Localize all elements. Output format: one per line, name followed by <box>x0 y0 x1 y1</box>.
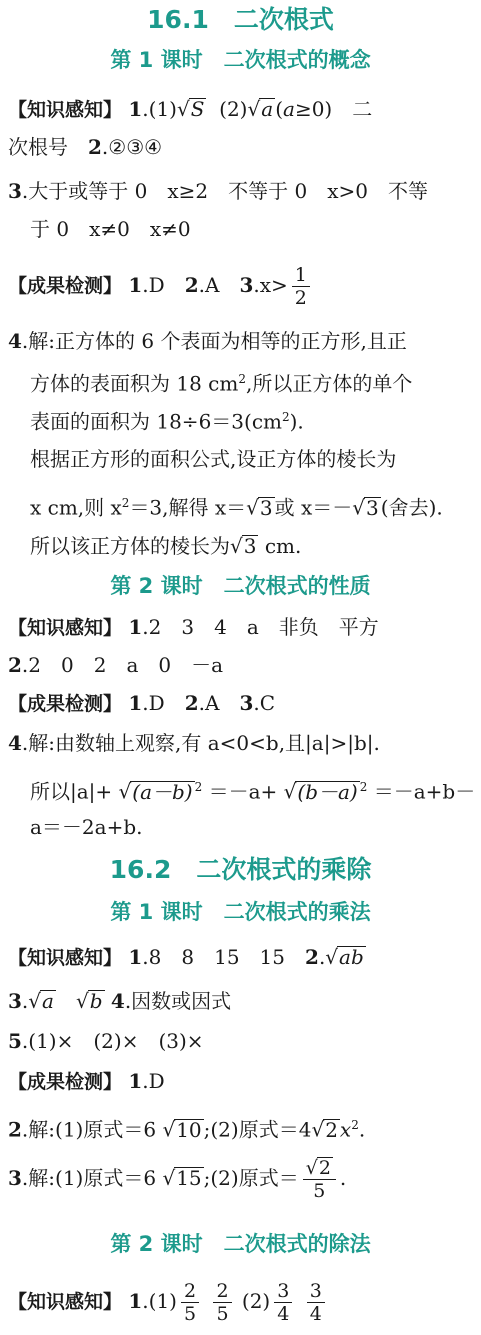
radicand: 3 <box>259 495 273 520</box>
tag-knowledge: 【知识感知】 <box>8 1291 123 1313</box>
answer-line: a＝－2a+b. <box>30 815 143 839</box>
text: .解:(1)原式＝6 <box>21 1117 163 1142</box>
answer-line <box>8 1068 475 1095</box>
text: cm. <box>258 534 302 558</box>
section-title: 16.1 二次根式 <box>147 5 334 34</box>
text: ;(2)原式＝ <box>203 1166 299 1190</box>
var: x <box>339 1117 352 1142</box>
num: 1 <box>128 97 143 121</box>
fraction: $\frac{√2}{5}$ <box>303 1157 336 1202</box>
answer-line <box>8 178 475 204</box>
num: 1 <box>128 615 143 639</box>
text: ,所以正方体的单个 <box>245 371 413 396</box>
text: .(1)× (2)× (3)× <box>21 1029 204 1053</box>
fraction: $\frac{2}{5}$ <box>213 1280 231 1325</box>
text: 表面的面积为 18÷6＝3(cm <box>30 409 282 434</box>
text: .2 3 4 a 非负 平方 <box>142 615 379 639</box>
text: 所以该正方体的棱长为 <box>30 534 230 558</box>
num: 4 <box>8 731 22 755</box>
answer-line: 3.解:(1)原式＝6 √15 ;(2)原式＝ $\frac{√2}{5}$ . <box>8 1157 347 1202</box>
radicand: 2 <box>325 1117 338 1142</box>
num: 1 <box>128 1289 143 1313</box>
num: 1 <box>128 691 143 715</box>
num: 1 <box>128 945 143 969</box>
tag-result: 【成果检测】 <box>8 275 123 297</box>
num: 2 <box>305 945 319 969</box>
text: . <box>318 945 326 969</box>
num: 3 <box>8 179 22 203</box>
num: 3 <box>8 1166 22 1190</box>
answer-line <box>8 1028 475 1054</box>
radicand: (a－b) <box>132 779 193 804</box>
answer-line <box>8 614 475 641</box>
text: .(1) <box>142 1289 177 1313</box>
answer-line: x cm,则 $x^2=3$,解得 x＝√3 或 x＝－√3 (舍去). <box>30 495 443 520</box>
text: .②③④ <box>101 135 163 159</box>
text: .D <box>142 691 185 715</box>
lesson-title: 第 1 课时 二次根式的乘法 <box>110 900 371 924</box>
text: x cm,则 x <box>30 495 122 520</box>
text: .x> <box>253 273 288 297</box>
lesson-title: 第 2 课时 二次根式的除法 <box>110 1232 371 1256</box>
num: 2 <box>184 691 199 715</box>
num: 3 <box>239 691 254 715</box>
text: (2) <box>241 1289 271 1313</box>
answer-line: 方体的表面积为 18 $cm^2$,所以正方体的单个 <box>30 371 413 396</box>
num: 5 <box>8 1029 22 1053</box>
radicand: 3 <box>243 534 257 558</box>
answer-line: 【知识感知】 1.(1)√S (2)√a (a≥0) 二 <box>8 97 373 121</box>
answer-line: 根据正方形的面积公式,设正方体的棱长为 <box>30 447 397 471</box>
fraction: $\frac{3}{4}$ <box>274 1280 292 1325</box>
answer-line <box>8 328 475 354</box>
radicand: a <box>261 97 274 121</box>
answer-line <box>8 1276 475 1327</box>
text <box>56 989 76 1013</box>
answer-line: 3.√a √b 4.因数或因式 <box>8 989 232 1013</box>
text: .2 0 2 a 0 －a <box>21 653 224 677</box>
tag-result: 【成果检测】 <box>8 693 123 715</box>
text: ＝－a+b－ <box>373 779 476 804</box>
text: .8 8 15 15 <box>142 945 306 969</box>
radicand: 10 <box>176 1117 202 1142</box>
num: 3 <box>239 273 254 297</box>
radicand: S <box>190 97 205 121</box>
var: a <box>283 97 295 121</box>
num: 1 <box>128 1069 143 1093</box>
text: (2) <box>219 97 248 121</box>
tag-knowledge: 【知识感知】 <box>8 617 123 639</box>
text: .C <box>253 691 276 715</box>
text: ≥0) 二 <box>294 97 373 121</box>
text: ). <box>289 409 304 434</box>
answer-line: 于 0 x≠0 x≠0 <box>30 217 191 241</box>
text: .解:(1)原式＝6 <box>21 1166 163 1190</box>
text: .A <box>198 273 240 297</box>
num: 3 <box>8 989 22 1013</box>
text: (舍去). <box>380 495 443 520</box>
answer-line <box>8 652 475 678</box>
radicand: ab <box>339 945 364 969</box>
tag-result: 【成果检测】 <box>8 1071 123 1093</box>
text: . <box>339 1166 347 1190</box>
text: ( <box>275 97 283 121</box>
radicand: b <box>89 989 103 1013</box>
answer-line: 2.解:(1)原式＝6 √10 ;(2)原式＝4√2 $x^2$. <box>8 1117 366 1142</box>
text: ＝－a+ <box>208 779 284 804</box>
text: .D <box>142 273 185 297</box>
radicand: a <box>42 989 54 1013</box>
section-title: 16.2 二次根式的乘除 <box>109 855 372 884</box>
answer-line: 所以|a|+ √(a－b) $^2$ ＝－a+ √(b－a) $^2$ ＝－a+b－ <box>30 779 476 804</box>
radicand: (b－a) <box>297 779 358 804</box>
answer-line: 表面的面积为 $18\div 6=3(cm^2)$. <box>30 409 304 434</box>
text: 方体的表面积为 18 cm <box>30 371 239 396</box>
num: 2 <box>184 273 199 297</box>
text: .A <box>198 691 240 715</box>
text: .D <box>142 1069 165 1093</box>
tag-knowledge: 【知识感知】 <box>8 99 123 121</box>
answer-line <box>8 134 475 160</box>
radicand: 3 <box>366 495 379 520</box>
text: 所以|a|+ <box>30 779 119 804</box>
radicand: 15 <box>176 1166 202 1190</box>
num: 4 <box>110 989 125 1013</box>
num: 2 <box>8 1117 22 1142</box>
fraction: $\frac{1}{2}$ <box>292 264 310 309</box>
text: .解:正方体的 6 个表面为相等的正方形,且正 <box>21 329 407 353</box>
answer-line <box>8 690 475 717</box>
answer-line <box>8 262 475 309</box>
fraction: $\frac{2}{5}$ <box>181 1280 199 1325</box>
text: .(1) <box>142 97 177 121</box>
num: 4 <box>8 329 22 353</box>
num: 2 <box>88 135 102 159</box>
text: .大于或等于 0 x≥2 不等于 0 x>0 不等 <box>21 179 428 203</box>
text: ;(2)原式＝4 <box>203 1117 312 1142</box>
text: .解:由数轴上观察,有 a<0<b,且|a|>|b|. <box>21 731 380 755</box>
num: 1 <box>128 273 143 297</box>
text: . <box>358 1117 366 1142</box>
text: .因数或因式 <box>124 989 232 1013</box>
text: ＝3,解得 x＝ <box>129 495 247 520</box>
text: 次根号 <box>8 135 88 159</box>
num: 2 <box>8 653 22 677</box>
lesson-title: 第 2 课时 二次根式的性质 <box>110 574 371 598</box>
text: 或 x＝－ <box>274 495 353 520</box>
answer-line <box>8 730 475 756</box>
answer-line: 【知识感知】 1.8 8 15 15 2.√ab <box>8 945 364 969</box>
tag-knowledge: 【知识感知】 <box>8 947 123 969</box>
lesson-title: 第 1 课时 二次根式的概念 <box>110 48 371 72</box>
answer-line: 所以该正方体的棱长为√3 cm. <box>30 534 302 558</box>
fraction: $\frac{3}{4}$ <box>307 1280 325 1325</box>
